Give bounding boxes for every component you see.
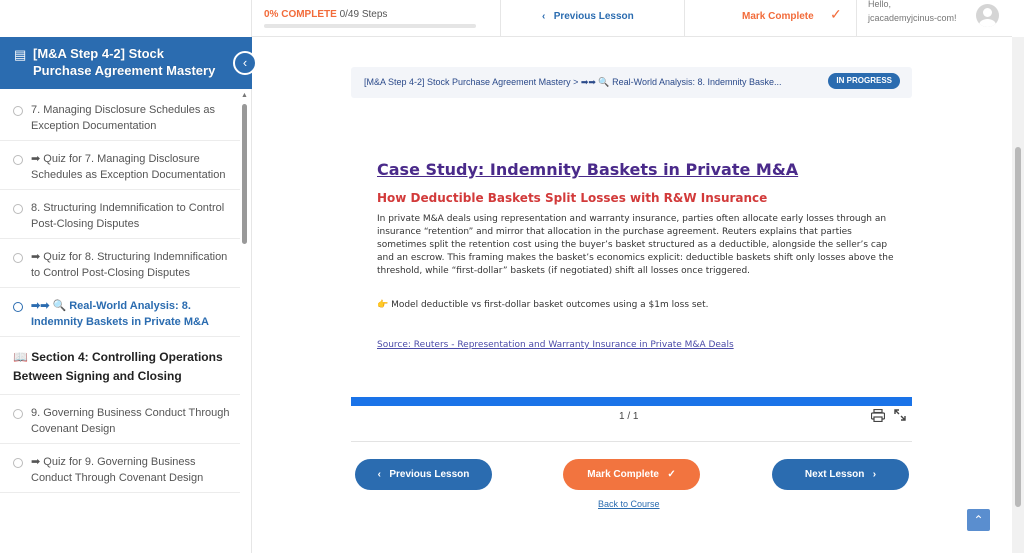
next-lesson-label: Next Lesson — [804, 469, 865, 480]
viewer-bar — [351, 397, 912, 406]
page-title: Case Study: Indemnity Baskets in Private M&A — [377, 160, 799, 179]
lesson-label: 7. Managing Disclosure Schedules as Exception Documentation — [31, 104, 216, 132]
lesson-label: 9. Governing Business Conduct Through Covenant Design — [31, 407, 230, 435]
progress-percent: 0% COMPLETE — [264, 9, 337, 20]
top-mark-complete-button[interactable]: Mark Complete — [742, 11, 814, 22]
checkmark-icon: ✓ — [667, 469, 676, 480]
lesson-label: ➡➡ 🔍 Real-World Analysis: 8. Indemnity Baskets in Private M&A — [31, 300, 209, 328]
greeting-text: Hello, — [868, 0, 892, 9]
lesson-list — [0, 92, 240, 553]
chevron-left-icon: ‹ — [542, 11, 546, 22]
status-circle-icon — [13, 253, 23, 263]
scroll-up-icon[interactable]: ▲ — [241, 92, 248, 99]
breadcrumb-text[interactable]: [M&A Step 4-2] Stock Purchase Agreement Mastery > ➡➡ 🔍 Real-World Analysis: 8. Indemnity Baske... — [364, 77, 782, 87]
user-name: jcacademyjcinus-com! — [868, 13, 957, 23]
active-lesson-item[interactable] — [0, 288, 240, 337]
course-title: [M&A Step 4-2] Stock Purchase Agreement Mastery — [33, 46, 216, 78]
section-heading[interactable]: 📖 Section 4: Controlling Operations Between Signing and Closing — [0, 337, 240, 395]
sidebar-header[interactable] — [0, 37, 252, 89]
divider — [684, 0, 685, 37]
chevron-left-icon: ‹ — [377, 469, 381, 480]
previous-lesson-label: Previous Lesson — [553, 11, 634, 22]
progress-steps: 0/49 Steps — [339, 9, 388, 20]
quiz-item[interactable] — [0, 444, 240, 493]
course-sidebar — [0, 0, 252, 553]
user-greeting — [868, 0, 968, 25]
user-icon-body — [979, 19, 996, 27]
chevron-left-icon: ‹ — [242, 55, 248, 70]
top-bar — [252, 0, 1012, 37]
document-icon: ▤ — [14, 47, 27, 62]
back-to-course-link[interactable]: Back to Course — [598, 499, 660, 509]
status-circle-icon — [13, 155, 23, 165]
avatar[interactable] — [976, 4, 999, 27]
lesson-subtitle: How Deductible Baskets Split Losses with R&W Insurance — [377, 191, 768, 205]
lesson-item[interactable] — [0, 92, 240, 141]
checkmark-icon[interactable]: ✓ — [830, 6, 842, 22]
mark-complete-button[interactable] — [563, 459, 700, 490]
sidebar-scrollbar[interactable] — [241, 92, 247, 553]
user-icon — [983, 8, 992, 17]
page-scrollbar[interactable] — [1012, 37, 1024, 553]
divider — [500, 0, 501, 37]
print-icon[interactable] — [871, 409, 885, 422]
chevron-up-icon: ⌃ — [973, 513, 984, 527]
status-circle-icon — [13, 458, 23, 468]
quiz-item[interactable] — [0, 239, 240, 288]
lesson-content — [377, 160, 897, 352]
previous-lesson-button[interactable] — [355, 459, 492, 490]
divider — [351, 441, 912, 442]
chevron-right-icon: › — [872, 469, 877, 480]
fullscreen-icon[interactable] — [894, 409, 906, 421]
divider — [856, 0, 857, 37]
scroll-to-top-button[interactable] — [967, 509, 990, 531]
lesson-item[interactable] — [0, 395, 240, 444]
lesson-item[interactable] — [0, 190, 240, 239]
lesson-label: ➡ Quiz for 8. Structuring Indemnification to Control Post-Closing Disputes — [31, 251, 228, 279]
lesson-note: 👉 Model deductible vs first-dollar basket outcomes using a $1m loss set. — [377, 300, 709, 310]
page-indicator: 1 / 1 — [619, 411, 639, 422]
mark-complete-label: Mark Complete — [587, 469, 659, 480]
source-link[interactable]: Source: Reuters - Representation and Warranty Insurance in Private M&A Deals — [377, 340, 734, 350]
scrollbar-thumb[interactable] — [242, 104, 247, 244]
page-scrollbar-thumb[interactable] — [1015, 147, 1021, 507]
collapse-sidebar-button[interactable] — [233, 51, 257, 75]
breadcrumb — [351, 67, 912, 98]
status-circle-icon — [13, 302, 23, 312]
next-lesson-button[interactable] — [772, 459, 909, 490]
progress-status — [264, 9, 387, 20]
lesson-label: 8. Structuring Indemnification to Control Post-Closing Disputes — [31, 202, 225, 230]
previous-lesson-label: Previous Lesson — [389, 469, 470, 480]
status-circle-icon — [13, 106, 23, 116]
status-circle-icon — [13, 204, 23, 214]
lesson-label: ➡ Quiz for 7. Managing Disclosure Schedules as Exception Documentation — [31, 153, 226, 181]
lesson-label: ➡ Quiz for 9. Governing Business Conduct Through Covenant Design — [31, 456, 204, 484]
top-previous-lesson-link[interactable] — [542, 11, 634, 22]
progress-bar — [264, 24, 476, 28]
status-badge: IN PROGRESS — [828, 73, 900, 89]
lesson-paragraph: In private M&A deals using representation and warranty insurance, parties often allocate early losses through an insurance “retention” and mirror that allocation in the purchase agreement. Reuters explains that parties sometimes split the retention cost using the buyer’s basket structured as a deductible, alongside the seller’s cap and an escrow. This framing makes the basket’s economics explicit: deductible baskets shift only losses above the threshold, while “first-dollar” baskets (if negotiated) shift all losses once triggered. — [377, 214, 894, 276]
quiz-item[interactable] — [0, 141, 240, 190]
status-circle-icon — [13, 409, 23, 419]
